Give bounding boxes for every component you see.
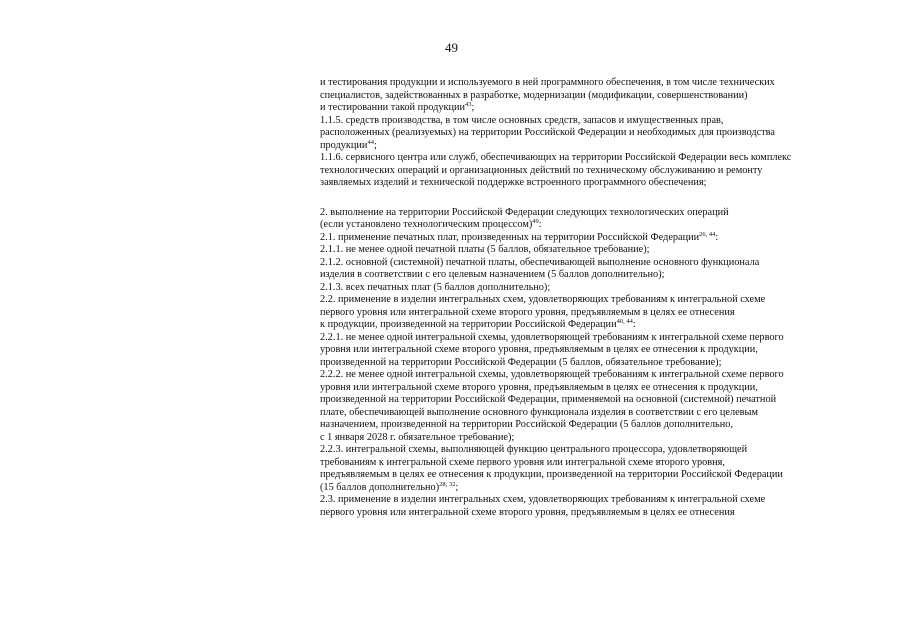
line-text: 2.1.1. не менее одной печатной платы (5 баллов, обязательное требование); [320,244,650,255]
line-punctuation: ; [471,102,475,113]
text-line [320,419,868,432]
line-text: и тестирования продукции и используемого в ней программного обеспечения, в том числе технических [320,77,775,88]
text-line [320,219,868,232]
text-line [320,407,868,420]
text-line [320,115,868,128]
text-line [320,77,868,90]
line-text: 2.2. применение в изделии интегральных схем, удовлетворяющих требованиям к интегральной схеме [320,294,766,305]
line-text: изделия в соответствии с его целевым назначением (5 баллов дополнительно); [320,269,665,280]
page-number: 49 [445,40,458,55]
line-text: первого уровня или интегральной схеме второго уровня, предъявляемым в целях ее отнесения [320,306,735,318]
line-text: и тестировании такой продукции [320,102,466,113]
text-line [320,269,868,282]
line-text: 2.1.3. всех печатных плат (5 баллов дополнительно); [320,281,551,293]
text-line [320,127,868,140]
line-text: 1.1.6. сервисного центра или служб, обеспечивающих на территории Российской Федерации весь комплекс [320,152,792,163]
text-line [320,257,868,270]
line-text: (15 баллов дополнительно) [320,481,440,493]
footnote-ref: 40, 44 [616,318,633,325]
line-text: 2.2.3. интегральной схемы, выполняющей функцию центрального процессора, удовлетворяющей [320,444,748,455]
line-text: заявляемых изделий и технической поддержке встроенного программного обеспечения; [320,177,707,188]
footnote-ref: 43 [465,101,472,108]
text-line [320,102,868,115]
line-text: расположенных (реализуемых) на территории Российской Федерации и необходимых для производства [320,127,775,138]
line-punctuation: ; [373,139,377,151]
footnote-ref: 28, 32 [439,480,456,488]
text-line [320,232,868,245]
paragraph-gap [320,190,868,207]
line-text: 2.1. применение печатных плат, произведенных на территории Российской Федерации [320,231,700,243]
text-line [320,394,868,407]
line-text: назначением, произведенной на территории Российской Федерации (5 баллов дополнительно, [320,419,733,430]
footnote-ref: 44 [367,138,374,146]
line-text: технологических операций и организационных действий по техническому обслуживанию и ремонту [320,164,763,176]
line-text: уровня или интегральной схеме второго уровня, предъявляемым в целях ее отнесения к продукции, [320,344,758,355]
text-line [320,90,868,103]
line-text: предъявляемым в целях ее отнесения к продукции, произведенной на территории Российской Федерации [320,469,783,480]
text-line [320,294,868,307]
text-line [320,307,868,320]
text-line [320,457,868,470]
line-text: 2.1.2. основной (системной) печатной платы, обеспечивающей выполнение основного функционала [320,256,760,268]
line-text: первого уровня или интегральной схеме второго уровня, предъявляемым в целях ее отнесения [320,506,735,518]
document-body [320,77,868,519]
text-line [320,507,868,520]
text-line [320,332,868,345]
footnote-ref: 26, 44 [699,230,716,238]
line-text: к продукции, произведенной на территории Российской Федерации [320,319,617,330]
text-line [320,282,868,295]
footnote-ref: 49 [532,218,539,225]
text-line [320,382,868,395]
text-line [320,357,868,370]
text-line [320,444,868,457]
text-line [320,369,868,382]
text-line [320,140,868,153]
text-line [320,165,868,178]
line-punctuation: : [632,319,636,330]
line-text: специалистов, задействованных в разработке, модернизации (модификации, совершенствовании) [320,89,748,101]
text-line [320,469,868,482]
line-text: уровня или интегральной схеме второго уровня, предъявляемым в целях ее отнесения к продукции, [320,381,758,393]
line-text: требованиям к интегральной схеме первого уровня или интегральной схеме второго уровня, [320,456,725,468]
text-line [320,432,868,445]
line-text: 2.2.1. не менее одной интегральной схемы, удовлетворяющей требованиям к интегральной схеме первого [320,331,784,343]
line-punctuation: ; [455,481,459,493]
line-text: 1.1.5. средств производства, в том числе основных средств, запасов и имущественных прав, [320,114,724,126]
text-line [320,482,868,495]
text-line [320,152,868,165]
text-line [320,494,868,507]
line-text: с 1 января 2028 г. обязательное требование); [320,431,515,443]
line-text: продукции [320,139,368,151]
text-line [320,244,868,257]
line-text: 2.2.2. не менее одной интегральной схемы, удовлетворяющей требованиям к интегральной схеме первого [320,369,784,380]
text-line [320,344,868,357]
line-text: 2. выполнение на территории Российской Федерации следующих технологических операций [320,206,729,218]
line-text: произведенной на территории Российской Федерации, применяемой на основной (системной) печатной [320,394,777,405]
text-line [320,319,868,332]
line-punctuation: : [538,219,542,230]
text-line [320,177,868,190]
line-text: произведенной на территории Российской Федерации (5 баллов, обязательное требование); [320,356,722,368]
line-text: плате, обеспечивающей выполнение основного функционала изделия в соответствии с его целевым [320,406,758,418]
text-line [320,207,868,220]
line-text: (если установлено технологическим процессом) [320,219,533,230]
line-text: 2.3. применение в изделии интегральных схем, удовлетворяющих требованиям к интегральной схеме [320,494,766,505]
line-punctuation: : [715,231,719,243]
